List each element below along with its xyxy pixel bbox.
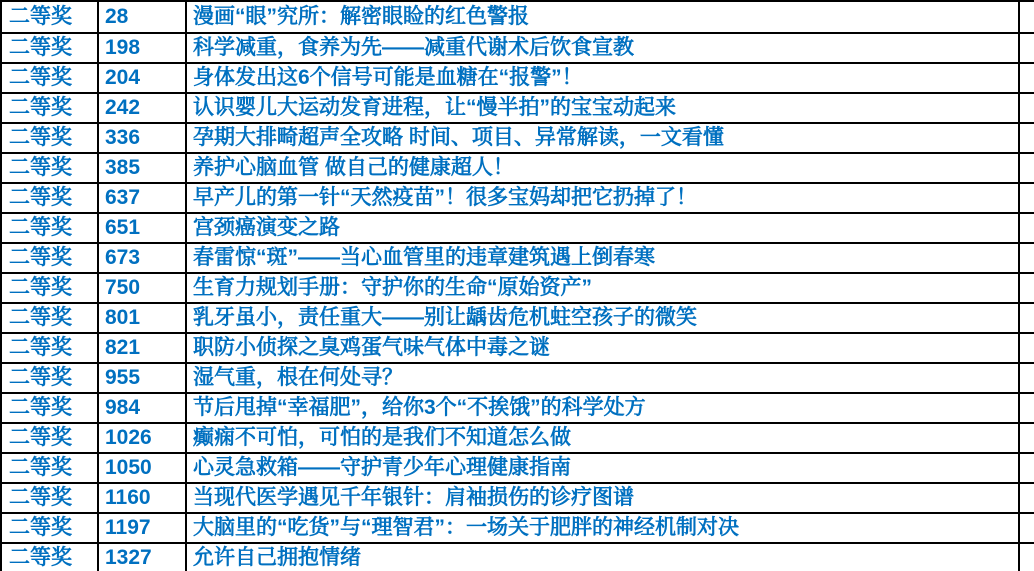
table-row [0, 512, 1034, 542]
entry-number-cell: 637 [97, 184, 185, 212]
trailing-cell [1018, 334, 1034, 362]
title-cell: 大脑里的“吃货”与“理智君”：一场关于肥胖的神经机制对决 [185, 514, 1018, 542]
table-row [0, 272, 1034, 302]
table-row [0, 332, 1034, 362]
award-cell: 二等奖 [0, 424, 97, 452]
entry-number-cell: 955 [97, 364, 185, 392]
award-cell: 二等奖 [0, 394, 97, 422]
trailing-cell [1018, 2, 1034, 32]
entry-number-cell: 1050 [97, 454, 185, 482]
entry-number-cell: 385 [97, 154, 185, 182]
award-cell: 二等奖 [0, 244, 97, 272]
trailing-cell [1018, 94, 1034, 122]
title-cell: 湿气重，根在何处寻？ [185, 364, 1018, 392]
award-cell: 二等奖 [0, 124, 97, 152]
title-cell: 节后甩掉“幸福肥”，给你3个“不挨饿”的科学处方 [185, 394, 1018, 422]
entry-number-cell: 336 [97, 124, 185, 152]
award-cell: 二等奖 [0, 364, 97, 392]
trailing-cell [1018, 544, 1034, 571]
entry-number-cell: 242 [97, 94, 185, 122]
title-cell: 养护心脑血管 做自己的健康超人！ [185, 154, 1018, 182]
title-cell: 允许自己拥抱情绪 [185, 544, 1018, 571]
title-cell: 漫画“眼”究所：解密眼睑的红色警报 [185, 2, 1018, 32]
title-cell: 生育力规划手册：守护你的生命“原始资产” [185, 274, 1018, 302]
entry-number-cell: 984 [97, 394, 185, 422]
entry-number-cell: 673 [97, 244, 185, 272]
award-cell: 二等奖 [0, 184, 97, 212]
trailing-cell [1018, 454, 1034, 482]
table-row [0, 182, 1034, 212]
title-cell: 癫痫不可怕，可怕的是我们不知道怎么做 [185, 424, 1018, 452]
trailing-cell [1018, 34, 1034, 62]
entry-number-cell: 1160 [97, 484, 185, 512]
title-cell: 科学减重，食养为先——减重代谢术后饮食宣教 [185, 34, 1018, 62]
table-row [0, 422, 1034, 452]
award-cell: 二等奖 [0, 274, 97, 302]
trailing-cell [1018, 274, 1034, 302]
title-cell: 孕期大排畸超声全攻略 时间、项目、异常解读，一文看懂 [185, 124, 1018, 152]
entry-number-cell: 1026 [97, 424, 185, 452]
title-cell: 春雷惊“斑”——当心血管里的违章建筑遇上倒春寒 [185, 244, 1018, 272]
entry-number-cell: 801 [97, 304, 185, 332]
table-row [0, 392, 1034, 422]
trailing-cell [1018, 244, 1034, 272]
trailing-cell [1018, 184, 1034, 212]
title-cell: 认识婴儿大运动发育进程，让“慢半拍”的宝宝动起来 [185, 94, 1018, 122]
title-cell: 身体发出这6个信号可能是血糖在“报警”！ [185, 64, 1018, 92]
title-cell: 乳牙虽小，责任重大——别让龋齿危机蛀空孩子的微笑 [185, 304, 1018, 332]
table-row [0, 122, 1034, 152]
table-row [0, 212, 1034, 242]
table-row [0, 542, 1034, 571]
award-cell: 二等奖 [0, 484, 97, 512]
table-row [0, 92, 1034, 122]
table-row [0, 302, 1034, 332]
trailing-cell [1018, 214, 1034, 242]
trailing-cell [1018, 364, 1034, 392]
title-cell: 宫颈癌演变之路 [185, 214, 1018, 242]
trailing-cell [1018, 514, 1034, 542]
trailing-cell [1018, 394, 1034, 422]
award-cell: 二等奖 [0, 454, 97, 482]
title-cell: 当现代医学遇见千年银针：肩袖损伤的诊疗图谱 [185, 484, 1018, 512]
table-row [0, 482, 1034, 512]
trailing-cell [1018, 64, 1034, 92]
title-cell: 心灵急救箱——守护青少年心理健康指南 [185, 454, 1018, 482]
table-row [0, 152, 1034, 182]
award-cell: 二等奖 [0, 514, 97, 542]
award-cell: 二等奖 [0, 214, 97, 242]
award-cell: 二等奖 [0, 334, 97, 362]
table-row [0, 242, 1034, 272]
table-row [0, 362, 1034, 392]
award-cell: 二等奖 [0, 34, 97, 62]
trailing-cell [1018, 154, 1034, 182]
table-row [0, 452, 1034, 482]
award-cell: 二等奖 [0, 2, 97, 32]
entry-number-cell: 198 [97, 34, 185, 62]
title-cell: 职防小侦探之臭鸡蛋气味气体中毒之谜 [185, 334, 1018, 362]
table-row [0, 32, 1034, 62]
award-cell: 二等奖 [0, 304, 97, 332]
trailing-cell [1018, 124, 1034, 152]
entry-number-cell: 750 [97, 274, 185, 302]
award-cell: 二等奖 [0, 94, 97, 122]
table-row [0, 2, 1034, 32]
table-row [0, 62, 1034, 92]
award-cell: 二等奖 [0, 154, 97, 182]
trailing-cell [1018, 424, 1034, 452]
award-cell: 二等奖 [0, 544, 97, 571]
entry-number-cell: 1197 [97, 514, 185, 542]
entry-number-cell: 204 [97, 64, 185, 92]
trailing-cell [1018, 484, 1034, 512]
trailing-cell [1018, 304, 1034, 332]
entry-number-cell: 651 [97, 214, 185, 242]
award-cell: 二等奖 [0, 64, 97, 92]
entry-number-cell: 821 [97, 334, 185, 362]
title-cell: 早产儿的第一针“天然疫苗”！很多宝妈却把它扔掉了！ [185, 184, 1018, 212]
entry-number-cell: 28 [97, 2, 185, 32]
entry-number-cell: 1327 [97, 544, 185, 571]
